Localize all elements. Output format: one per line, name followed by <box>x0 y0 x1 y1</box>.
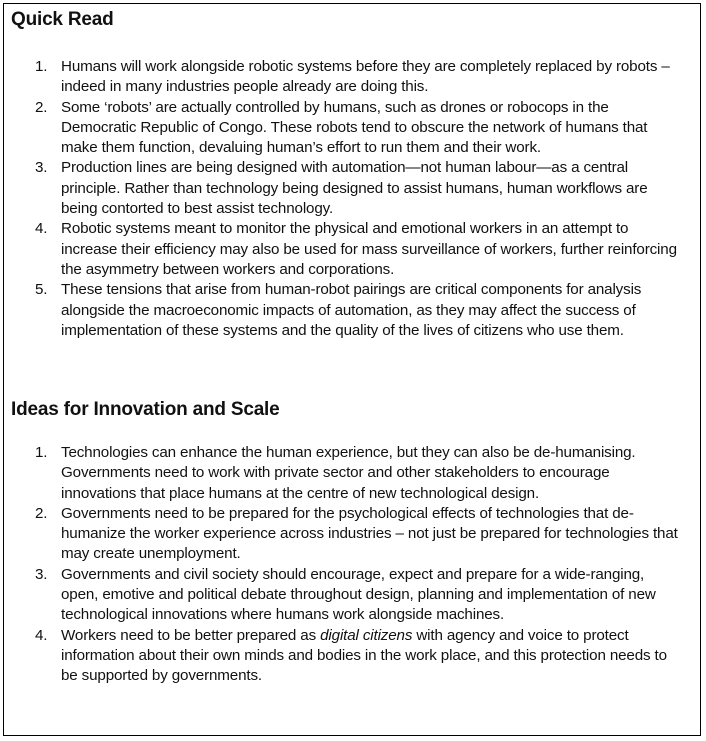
list-text: Humans will work alongside robotic systems before they are completely replaced by robots – indeed in many industries people already are doing this. <box>61 58 670 96</box>
list-number: 2. <box>35 98 48 116</box>
list-number: 1. <box>35 444 48 461</box>
list-number: 3. <box>35 565 48 583</box>
list-number: 3. <box>35 159 48 177</box>
ideas-heading: Ideas for Innovation and Scale <box>11 399 280 420</box>
list-text: Technologies can enhance the human experience, but they can also be de-humanising. Governments need to work with private sector and other stakeholders to encourage innovations that place humans at the centre of new technological design. <box>61 444 636 502</box>
list-text: Governments and civil society should encourage, expect and prepare for a wide-ranging, open, emotive and political debate throughout design, planning and implementation of new technological innovations where humans work alongside machines. <box>61 565 656 624</box>
list-item <box>0 158 692 219</box>
list-text: These tensions that arise from human-robot pairings are critical components for analysis alongside the macroeconomic impacts of automation, as they may affect the success of implementation of these systems and the quality of the lives of citizens who use them. <box>61 281 642 339</box>
list-number: 4. <box>35 220 48 238</box>
ideas-list <box>0 443 692 687</box>
list-number: 4. <box>35 626 48 644</box>
list-item <box>0 504 692 565</box>
list-text-before: Workers need to be better prepared as <box>61 626 321 644</box>
list-text-after: with agency and voice to protect information about their own minds and bodies in the work place, and this protection needs to be supported by governments. <box>61 626 667 685</box>
list-item <box>0 280 692 341</box>
quick-read-heading: Quick Read <box>11 9 114 30</box>
list-text: Governments need to be prepared for the psychological effects of technologies that de-humanize the worker experience across industries – not just be prepared for technologies that may create unemployment. <box>61 504 678 563</box>
list-number: 1. <box>35 58 48 75</box>
list-item <box>0 443 692 504</box>
list-item <box>0 565 692 626</box>
list-item <box>0 57 692 98</box>
list-item <box>0 98 692 159</box>
list-number: 5. <box>35 281 48 299</box>
list-item <box>0 626 692 687</box>
list-text: Some ‘robots’ are actually controlled by humans, such as drones or robocops in the Democratic Republic of Congo. These robots tend to obscure the network of humans that make them function, devaluing human’s effort to run them and their work. <box>61 98 648 157</box>
list-text: Robotic systems meant to monitor the physical and emotional workers in an attempt to increase their efficiency may also be used for mass surveillance of workers, further reinforcing the asymmetry between workers and corporations. <box>61 220 677 278</box>
list-number: 2. <box>35 504 48 522</box>
list-text: Production lines are being designed with automation—not human labour—as a central principle. Rather than technology being designed to assist humans, human workflows are being contorted to best assist technology. <box>61 159 648 218</box>
list-text-emphasis: digital citizens <box>320 626 413 644</box>
quick-read-list <box>0 57 692 341</box>
list-item <box>0 219 692 280</box>
